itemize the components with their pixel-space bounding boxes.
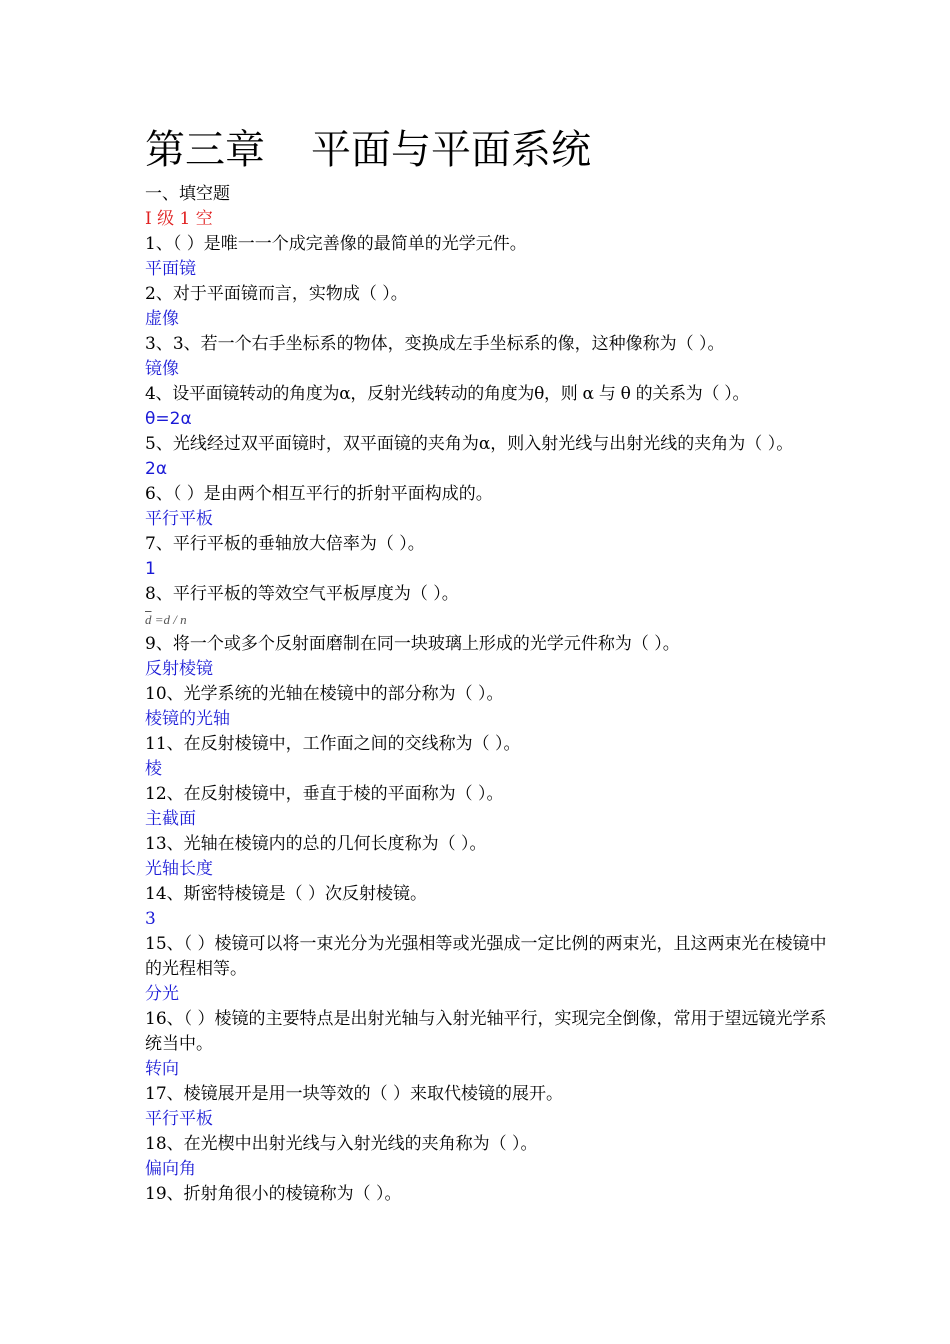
question-item <box>145 882 835 907</box>
answer-text: 1 <box>145 559 156 579</box>
question-text: 在光楔中出射光线与入射光线的夹角称为（ ）。 <box>183 1134 538 1154</box>
question-text: （ ）棱镜的主要特点是出射光轴与入射光轴平行，实现完全倒像，常用于望远镜光学系统当中。 <box>145 1009 827 1054</box>
answer-formula <box>145 607 835 632</box>
question-text: 在反射棱镜中，垂直于棱的平面称为（ ）。 <box>183 784 504 804</box>
question-item <box>145 832 835 857</box>
question-number: 1、 <box>145 234 173 254</box>
question-text: 将一个或多个反射面磨制在同一块玻璃上形成的光学元件称为（ ）。 <box>172 634 680 654</box>
question-item <box>145 682 835 707</box>
question-number: 9、 <box>145 634 173 654</box>
question-text: 光学系统的光轴在棱镜中的部分称为（ ）。 <box>183 684 504 704</box>
answer-text: 平行平板 <box>145 509 213 529</box>
question-text: 斯密特棱镜是（ ）次反射棱镜。 <box>183 884 428 904</box>
question-item <box>145 782 835 807</box>
question-number: 11、 <box>145 734 184 754</box>
question-item <box>145 332 835 357</box>
question-number: 6、 <box>145 484 173 504</box>
answer-text: θ=2α <box>145 409 192 429</box>
question-item <box>145 632 835 657</box>
question-number: 17、 <box>145 1084 184 1104</box>
question-number: 16、 <box>145 1009 184 1029</box>
question-text: 对于平面镜而言，实物成（ ）。 <box>172 284 408 304</box>
chapter-number: 第三章 <box>145 127 265 173</box>
answer-text: 主截面 <box>145 809 196 829</box>
question-item <box>145 282 835 307</box>
answer-text: 转向 <box>145 1059 179 1079</box>
question-text: （ ）是唯一一个成完善像的最简单的光学元件。 <box>172 234 527 254</box>
question-text: 光轴在棱镜内的总的几何长度称为（ ）。 <box>183 834 487 854</box>
chapter-title <box>145 118 835 182</box>
question-number: 3、 <box>145 334 173 354</box>
question-item <box>145 932 835 982</box>
question-text: 折射角很小的棱镜称为（ ）。 <box>183 1184 402 1204</box>
question-number: 8、 <box>145 584 173 604</box>
answer-text: 光轴长度 <box>145 859 213 879</box>
question-item <box>145 432 835 457</box>
formula-rhs: =d / n <box>154 612 187 627</box>
question-text: 平行平板的垂轴放大倍率为（ ）。 <box>172 534 425 554</box>
question-number: 18、 <box>145 1134 184 1154</box>
document-page <box>145 118 835 1207</box>
question-item <box>145 532 835 557</box>
answer-text: 平面镜 <box>145 259 196 279</box>
formula-lhs: $\overline{d}$ <box>145 612 152 627</box>
question-item <box>145 582 835 607</box>
question-item <box>145 232 835 257</box>
answer-text: 虚像 <box>145 309 179 329</box>
question-text: （ ）棱镜可以将一束光分为光强相等或光强成一定比例的两束光，且这两束光在棱镜中的光程相等。 <box>145 934 827 979</box>
question-number: 15、 <box>145 934 184 954</box>
question-item <box>145 1007 835 1057</box>
question-text: 平行平板的等效空气平板厚度为（ ）。 <box>172 584 459 604</box>
answer-text: 镜像 <box>145 359 179 379</box>
answer-text: 分光 <box>145 984 179 1004</box>
question-text: 3、若一个右手坐标系的物体，变换成左手坐标系的像，这种像称为（ ）。 <box>172 334 725 354</box>
question-text: 光线经过双平面镜时，双平面镜的夹角为α，则入射光线与出射光线的夹角为（ ）。 <box>172 434 794 454</box>
answer-text: 平行平板 <box>145 1109 213 1129</box>
answer-text: 2α <box>145 459 168 479</box>
question-number: 10、 <box>145 684 184 704</box>
question-text: 设平面镜转动的角度为α，反射光线转动的角度为θ，则 α 与 θ 的关系为（ ）。 <box>172 384 750 404</box>
question-number: 5、 <box>145 434 173 454</box>
question-item <box>145 732 835 757</box>
question-item <box>145 1082 835 1107</box>
question-text: （ ）是由两个相互平行的折射平面构成的。 <box>172 484 493 504</box>
answer-text: 3 <box>145 909 156 929</box>
question-number: 14、 <box>145 884 184 904</box>
question-number: 12、 <box>145 784 184 804</box>
question-item <box>145 1182 835 1207</box>
answer-text: 反射棱镜 <box>145 659 213 679</box>
question-number: 19、 <box>145 1184 184 1204</box>
question-item <box>145 1132 835 1157</box>
question-number: 13、 <box>145 834 184 854</box>
question-number: 4、 <box>145 384 173 404</box>
chapter-name: 平面与平面系统 <box>311 127 591 173</box>
question-item <box>145 482 835 507</box>
question-number: 2、 <box>145 284 173 304</box>
question-number: 7、 <box>145 534 173 554</box>
question-text: 在反射棱镜中，工作面之间的交线称为（ ）。 <box>183 734 521 754</box>
answer-text: 偏向角 <box>145 1159 196 1179</box>
question-item <box>145 382 835 407</box>
question-text: 棱镜展开是用一块等效的（ ）来取代棱镜的展开。 <box>183 1084 564 1104</box>
difficulty-level: I 级 1 空 <box>145 209 213 229</box>
answer-text: 棱镜的光轴 <box>145 709 230 729</box>
section-heading: 一、填空题 <box>145 184 230 204</box>
answer-text: 棱 <box>145 759 162 779</box>
